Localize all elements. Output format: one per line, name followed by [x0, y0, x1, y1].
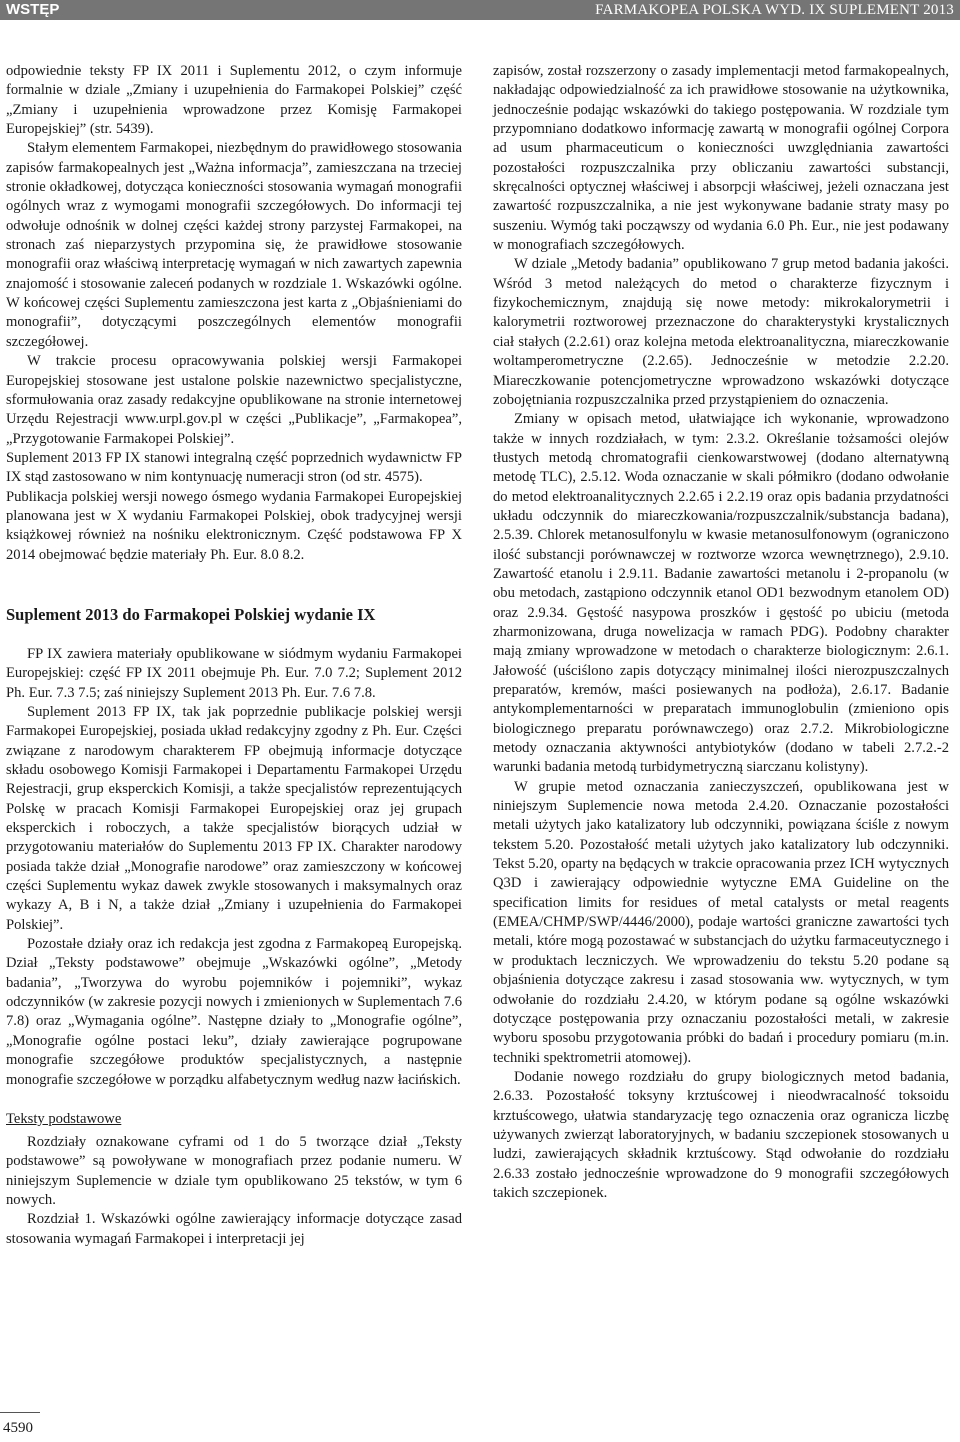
paragraph: Publikacja polskiej wersji nowego ósmego wydania Farmakopei Europejskiej planowana jest w X wydaniu Farmakopei Polskiej, obok tradycyjnej wersji książkowej również na nośniku elektronicznym. Część podstawowa FP X 2014 obejmować będzie materiały Ph. Eur. 8.0 8.2. [6, 488, 462, 563]
paragraph: Suplement 2013 FP IX stanowi integralną część poprzednich wydawnictw FP IX stąd zastosowano w nim kontynuację numeracji stron (od str. 4575). [6, 449, 462, 486]
paragraph: Suplement 2013 FP IX, tak jak poprzednie publikacje polskiej wersji Farmakopei Europejskiej, posiada układ redakcyjny zgodny z Ph. Eur. Części związane z narodowym charakterem FP obejmują informacje dotyczące składu osobowego Komisji Farmakopei i Departamentu Farmakopei Urzędu Rejestracji, grup eksperckich Komisji, a także specjalistów reprezentujących Polskę w pracach Komisji Farmakopei Europejskiej oraz jej grupach eksperckich i roboczych, a także specjalistów biorących udział w przygotowaniu materiałów do Suplementu 2013 FP IX. Charakter narodowy posiada także dział „Monografie narodowe” oraz zamieszczony w końcowej części Suplementu wykaz dawek zwykle stosowanych i maksymalnych oraz wykazy A, B i N, a także dział „Zmiany i uzupełnienia do Farmakopei Polskiej”. [6, 703, 462, 933]
header-section: WSTĘP [6, 1, 60, 18]
section-heading: Suplement 2013 do Farmakopei Polskiej wydanie IX [6, 604, 376, 624]
paragraph: Dodanie nowego rozdziału do grupy biologicznych metod badania, 2.6.33. Pozostałość toksyny krztuścowej i nieodwracalność toksoidu krztuścowego, ułatwia standaryzację tego oznaczenia oraz ogranicza liczbę używanych zwierząt laboratoryjnych, w badaniu szczepionek stosowanych u ludzi, zawierających składnik krztuścowy. Stąd odwołanie do rozdziału 2.6.33 zostało jednocześnie wprowadzone do 9 monografii szczegółowych takich szczepionek. [493, 1068, 949, 1201]
paragraph: W trakcie procesu opracowywania polskiej wersji Farmakopei Europejskiej stosowane jest ustalone polskie nazewnictwo specjalistyczne, sformułowania oraz zasady redakcyjne opublikowane na stronie internetowej Urzędu Rejestracji www.urpl.gov.pl w części „Publikacje”, „Farmakopea”, „Przygotowanie Farmakopei Polskiej”. [6, 353, 462, 447]
paragraph: Rozdział 1. Wskazówki ogólne zawierający informacje dotyczące zasad stosowania wymagań Farmakopei i interpretacji jej [6, 1211, 462, 1247]
running-header-bar [0, 0, 960, 20]
paragraph: Pozostałe działy oraz ich redakcja jest zgodna z Farmakopeą Europejską. Dział „Teksty podstawowe” obejmuje „Wskazówki ogólne”, „Metody badania”, „Tworzywa do wyrobu pojemników i pojemniki”, wykaz odczynników (w zakresie pozycji nowych i zmienionych w Suplementach 7.6 7.8) oraz „Wymagania ogólne”. Następne działy to „Monografie ogólne”, „Monografie ogólne postaci leku”, działy zawierające pogrupowane monografie szczegółowe produktów specjalistycznych, a następnie monografie szczegółowe w porządku alfabetycznym według nazw łacińskich. [6, 936, 462, 1088]
left-column [6, 62, 462, 1249]
footer-rule [0, 1412, 40, 1413]
paragraph: Stałym elementem Farmakopei, niezbędnym do prawidłowego stosowania zapisów farmakopealnych jest „Ważna informacja”, zamieszczana na trzeciej stronie okładkowej, dotycząca konieczności stosowania wymagań monografii ogólnych wraz z wymogami monografii szczegółowych. Do informacji tej odwołuje odnośnik w dolnej części każdej strony parzystej Farmakopei, na stronach zaś nieparzystych przypomina się, że prawidłowe stosowanie monografii oraz właściwą interpretację wymagań w nich zawartych zapewnia znajomość i stosowanie zaleceń podanych w rozdziale 1. Wskazówki ogólne. W końcowej części Suplementu zamieszczona jest karta z „Objaśnieniami do monografii”, dotyczącymi poszczególnych elementów monografii szczegółowej. [6, 140, 462, 350]
paragraph: odpowiednie teksty FP IX 2011 i Suplementu 2012, o czym informuje formalnie w dziale „Zmiany i uzupełnienia do Farmakopei Polskiej” część „Zmiany i uzupełnienia wprowadzone przez Komisję Farmakopei Europejskiej” (str. 5439). [6, 63, 462, 138]
paragraph: FP IX zawiera materiały opublikowane w siódmym wydaniu Farmakopei Europejskiej: część FP IX 2011 obejmuje Ph. Eur. 7.0 7.2; Suplement 2012 Ph. Eur. 7.3 7.5; zaś niniejszy Suplement 2013 Ph. Eur. 7.6 7.8. [6, 645, 462, 701]
subsection-heading: Teksty podstawowe [6, 1110, 122, 1127]
paragraph: Rozdziały oznakowane cyframi od 1 do 5 tworzące dział „Teksty podstawowe” są powoływane w monografiach przez podanie numeru. W niniejszym Suplemencie w dziale tym opublikowano 25 tekstów, w tym 6 nowych. [6, 1133, 462, 1208]
paragraph: W grupie metod oznaczania zanieczyszczeń, opublikowana jest w niniejszym Suplemencie nowa metoda 2.4.20. Oznaczanie pozostałości metali użytych jako katalizatory lub odczynniki, powiązana ściśle z nowym tekstem 5.20. Pozostałość metali użytych jako katalizatory lub odczynniki. Tekst 5.20, oparty na będących w trakcie opracowania przez ICH wytycznych Q3D i zawierający odpowiednie wytyczne EMA Guideline on the specification limits for residues of metal catalysts or metal reagents (EMEA/CHMP/SWP/4446/2000), podaje wartości graniczne zawartości tych metali, które mogą pozostawać w substancjach do użytku farmaceutycznego i w produktach leczniczych. We wprowadzeniu do tekstu 5.20 podane są objaśnienia dotyczące zakresu i zasad stosowania ww. wytycznych, w tym odwołanie do rozdziału 2.4.20, w którym podane są ogólne wskazówki dotyczące postępowania przy oznaczaniu pozostałości metali, w zakresie wyboru sposobu przygotowania próbki do badań i procedury pomiaru (m.in. techniki spektrometrii atomowej). [493, 778, 949, 1066]
page-number: 4590 [3, 1420, 33, 1436]
paragraph: Zmiany w opisach metod, ułatwiające ich wykonanie, wprowadzono także w innych rozdziałach, w tym: 2.3.2. Określanie tożsamości olejów tłustych metodą chromatografii cienkowarstwowej (dodano alternatywną metodę TLC), 2.5.12. Woda oznaczanie w skali półmikro (dodano odwołanie do metod elektroanalitycznych 2.2.65 i 2.2.19 oraz opis badania przydatności układu odczynnik do miareczkowania/rozpuszczalnik/substancja badana), 2.5.39. Chlorek metanosulfonylu w kwasie metanosulfonowym (ograniczono ilość substancji porównawczej w roztworze wzorca wewnętrznego), 2.9.10. Zawartość etanolu i 2.9.11. Badanie zawartości metanolu i 2-propanolu (w obu metodach, zastąpiono odczynnik etanol OD1 bezwodnym etanolem OD) oraz 2.9.34. Gęstość nasypowa proszków i gęstość po ubiciu (metoda zharmonizowana, druga nowelizacja w ramach PDG). Podobny charakter mają zmiany wprowadzone w metodach o charakterze biologicznym: 2.6.1. Jałowość (uściślono zapis dotyczący minimalnej ilości nierozpuszczalnych preparatów, kremów, maści posiewanych na podłoża), 2.6.17. Badanie antykomplementarności w preparatach immunoglobulin (zmieniono opis biologicznego preparatu porównawczego) oraz 2.7.2. Mikrobiologiczne metody oznaczania aktywności antybiotyków (dodano w tabeli 2.7.2.-2 warunki badania metodą turbidymetryczną siarczanu kolistyny). [493, 411, 949, 776]
paragraph: zapisów, został rozszerzony o zasady implementacji metod farmakopealnych, nakładając odpowiedzialność za ich prawidłowe stosowanie na użytkownika, jednocześnie podając wskazówki do takiego postępowania. W rozdziale tym przypomniano dodatkowo informację zawartą w monografii ogólnej Corpora ad usum pharmaceuticum o konieczności uwzględniania zawartości pozostałości rozpuszczalnika przy obliczaniu zawartości substancji, skręcalności optycznej właściwej i absorpcji właściwej, jeżeli oznaczana jest zawartość rozpuszczalnika, a nie jest wykonywane badanie straty masy po suszeniu. Wymóg taki począwszy od wydania 6.0 Ph. Eur., nie jest podawany w monografiach szczegółowych. [493, 63, 949, 254]
right-column [493, 62, 949, 1203]
paragraph: W dziale „Metody badania” opublikowano 7 grup metod badania jakości. Wśród 3 metod należących do metod o charakterze fizycznym i fizykochemicznym, znajdują się nowe metody: mikrokalorymetrii i kalorymetrii roztworowej przeznaczone do charakterystyki krystalicznych ciał stałych (2.2.61) oraz kolejna metoda elektroanalityczna, miareczkowanie woltamperometryczne (2.2.65). Jednocześnie w metodzie 2.2.20. Miareczkowanie potencjometryczne wprowadzono wskazówki dotyczące zobojętniania rozpuszczalnika przed przystąpieniem do oznaczenia. [493, 256, 949, 408]
header-publication: FARMAKOPEA POLSKA WYD. IX SUPLEMENT 2013 [595, 2, 954, 18]
